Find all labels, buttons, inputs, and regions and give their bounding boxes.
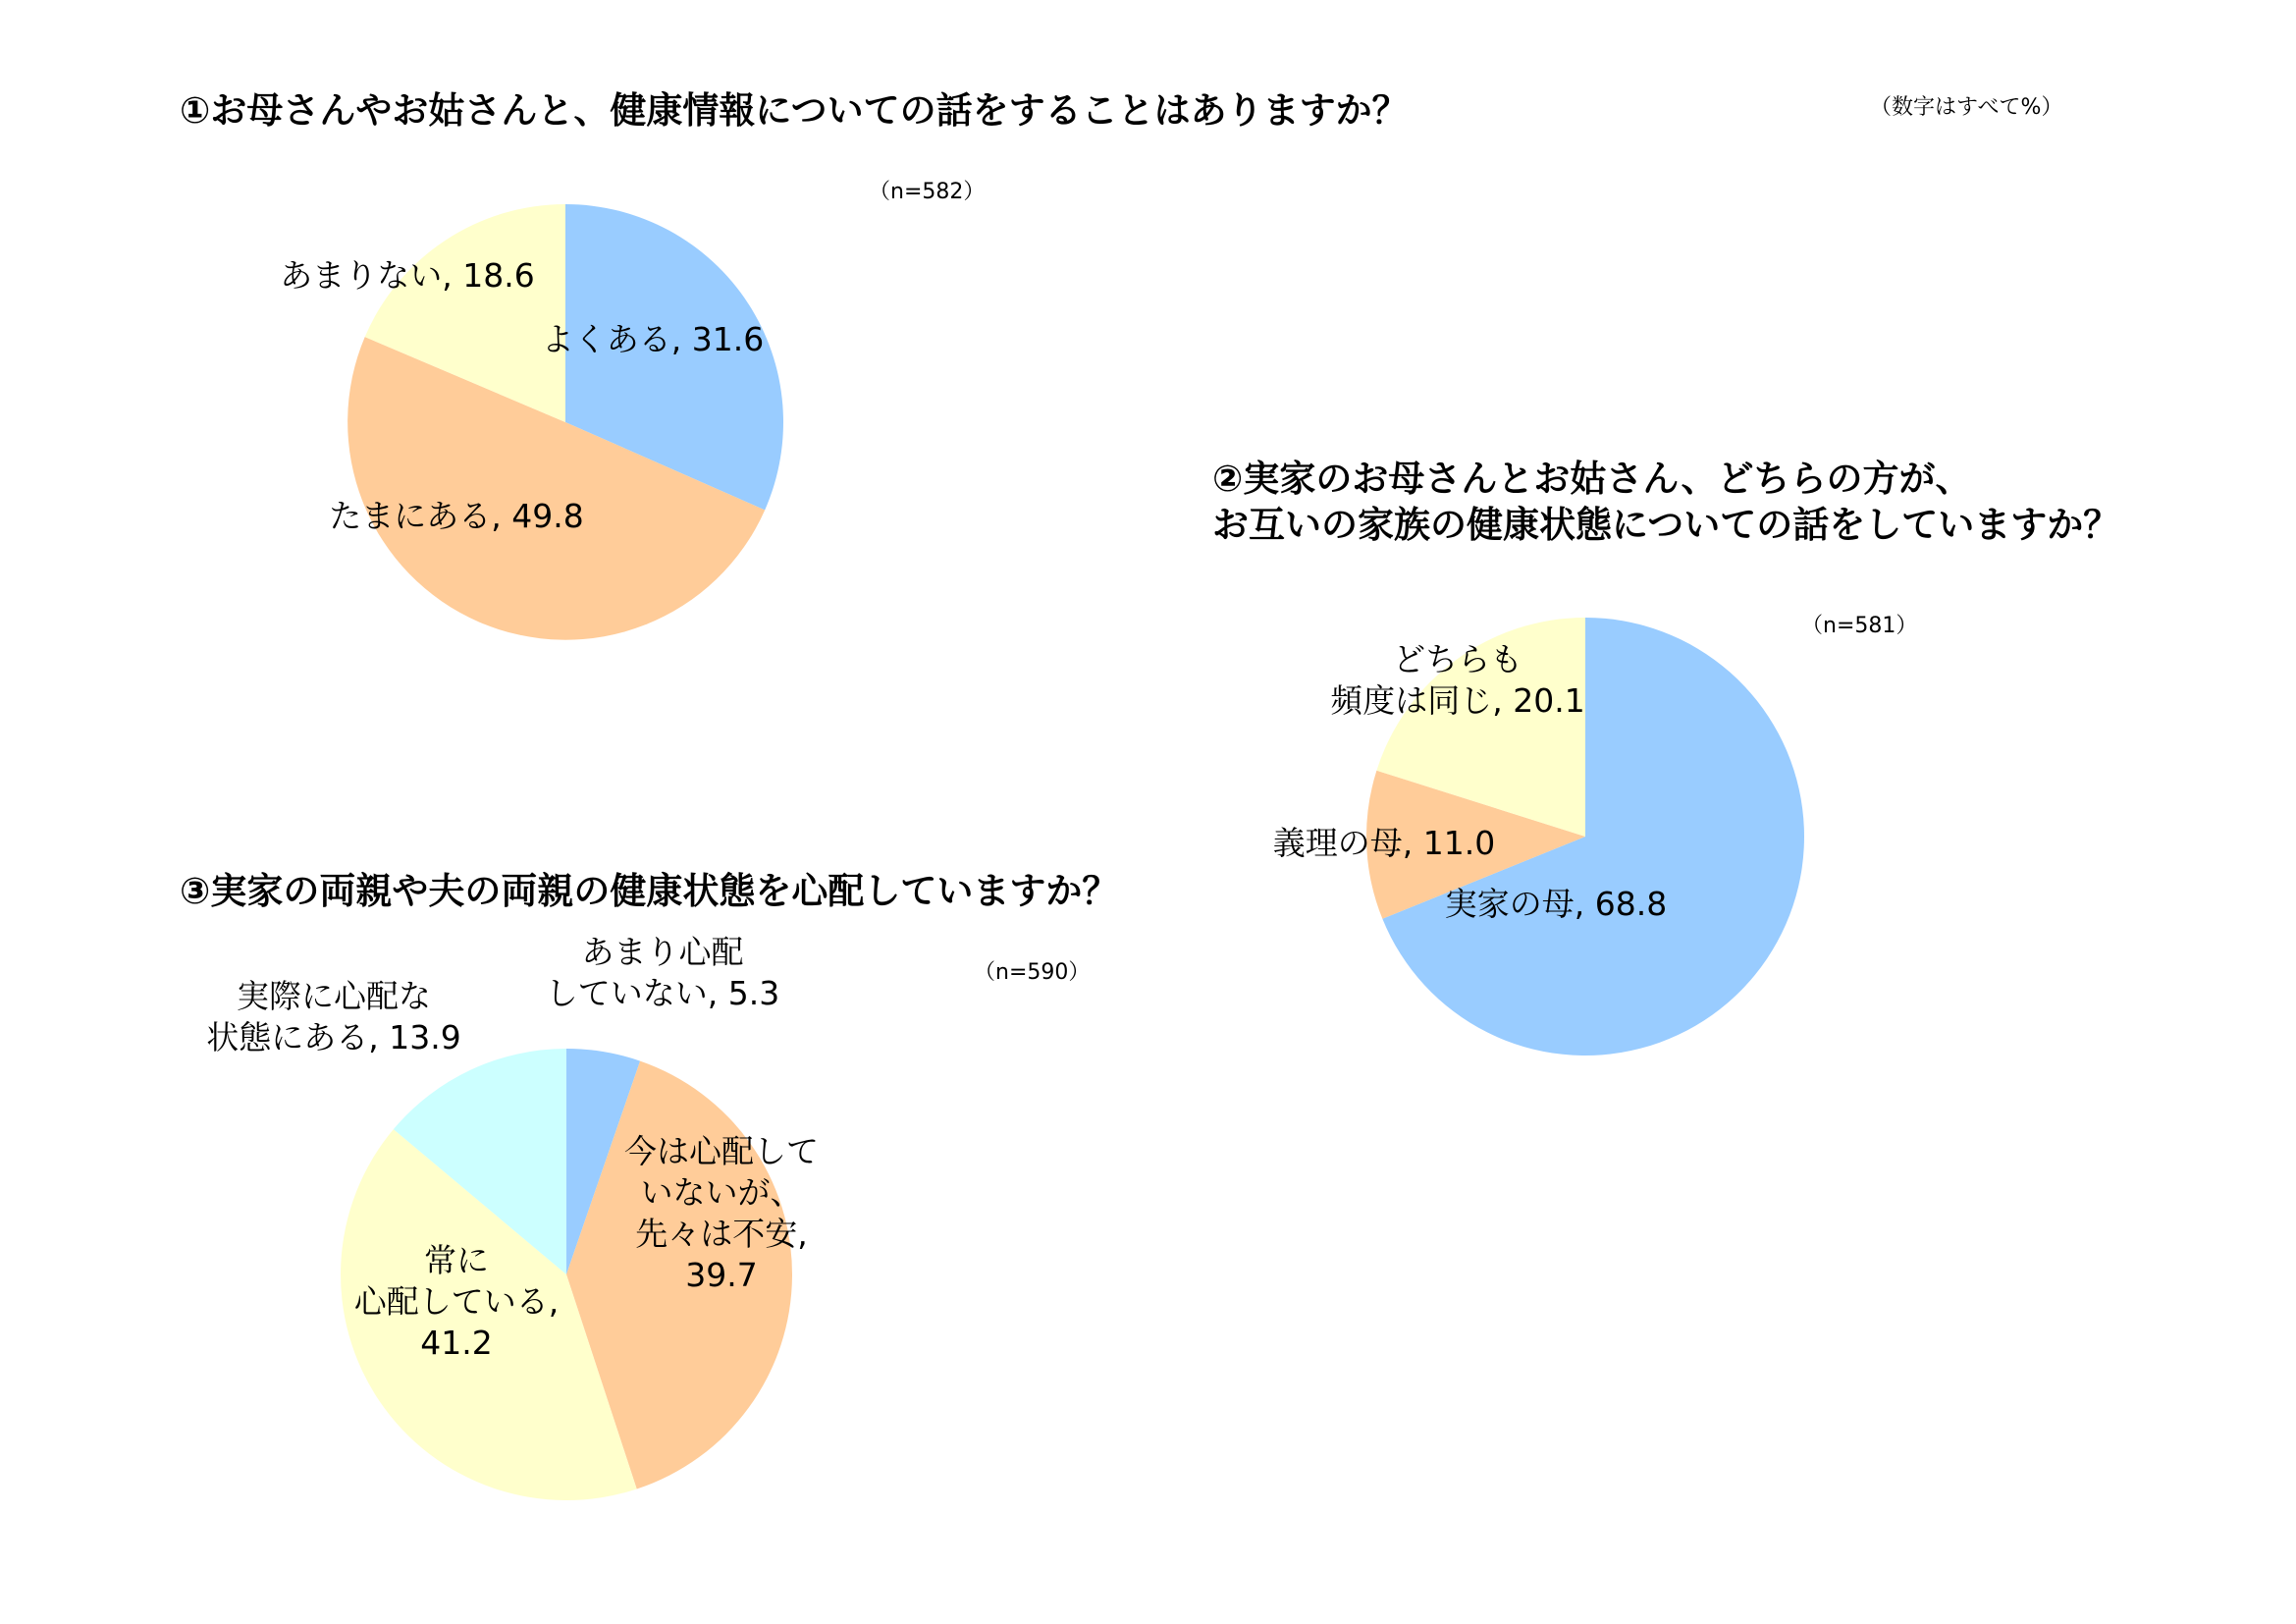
chart1-title: ①お母さんやお姑さんと、健康情報についての話をすることはありますか？ <box>180 89 1409 132</box>
slice-label: どちらも頻度は同じ, 20.1 <box>1330 640 1585 720</box>
slice-label: よくある, 31.6 <box>541 320 765 358</box>
chart3-title: ③実家の両親や夫の両親の健康状態を心配していますか？ <box>180 870 1119 912</box>
chart2-title-line1: ②実家のお母さんとお姑さん、どちらの方が、 <box>1212 458 1972 500</box>
chart1-n-label: （n=582） <box>869 180 986 204</box>
pie-chart-1 <box>280 204 783 640</box>
slice-label: 今は心配していないが、先々は不安, 39.7 <box>624 1132 819 1294</box>
slice-label: 義理の母, 11.0 <box>1272 824 1496 862</box>
slice-label: 実際に心配な状態にある, 13.9 <box>206 977 461 1056</box>
chart2-title-line2: お互いの家族の健康状態についての話をしていますか？ <box>1212 504 2120 546</box>
unit-note: （数字はすべて%） <box>1870 95 2063 120</box>
pie-chart-3 <box>206 933 819 1500</box>
chart3-n-label: （n=590） <box>974 960 1091 985</box>
slice-label: あまり心配していない, 5.3 <box>545 933 780 1012</box>
slice-label: 常に心配している, 41.2 <box>353 1241 560 1362</box>
slice-label: あまりない, 18.6 <box>280 256 535 295</box>
pie-chart-2 <box>1273 618 1804 1056</box>
chart2-n-label: （n=581） <box>1801 614 1918 638</box>
slice-label: 実家の母, 68.8 <box>1444 885 1668 923</box>
slice-label: たまにある, 49.8 <box>329 497 584 535</box>
